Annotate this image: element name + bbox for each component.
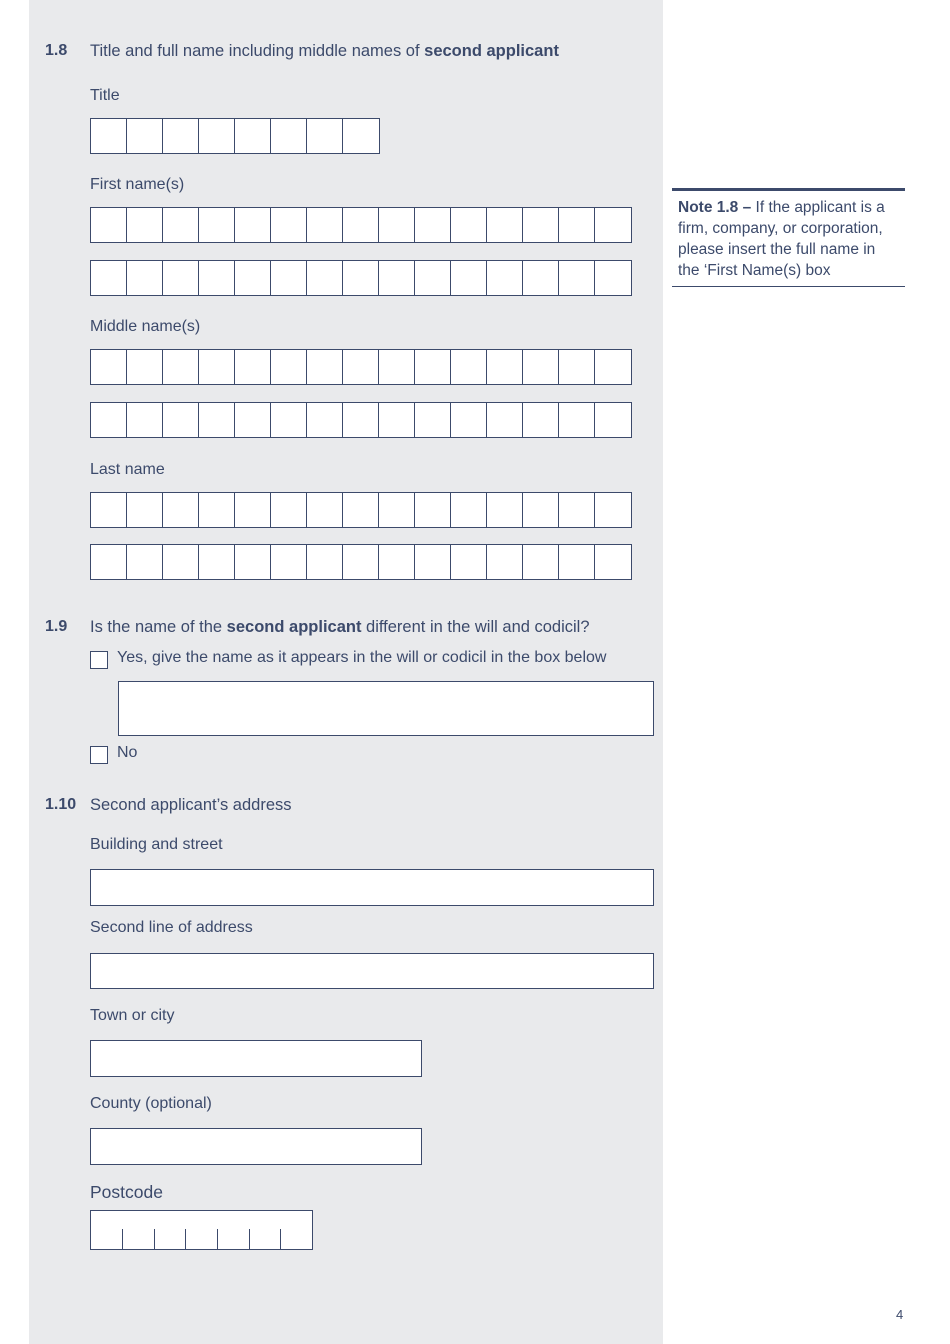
character-box[interactable] [163, 493, 199, 527]
character-box[interactable] [343, 350, 379, 384]
character-box[interactable] [307, 493, 343, 527]
character-box[interactable] [451, 261, 487, 295]
character-box[interactable] [91, 208, 127, 242]
second-line-input[interactable] [90, 953, 654, 989]
character-box[interactable] [559, 545, 595, 579]
yes-label: Yes, give the name as it appears in the will or codicil in the box below [117, 649, 607, 666]
character-box[interactable] [343, 261, 379, 295]
character-box[interactable] [271, 403, 307, 437]
note-1-8-text: If the applicant is a firm, company, or corporation, please insert the full name in the ‘First Name(s) box [678, 199, 885, 279]
character-box[interactable] [523, 403, 559, 437]
character-box[interactable] [487, 403, 523, 437]
character-box[interactable] [163, 208, 199, 242]
character-box[interactable] [379, 261, 415, 295]
title-label: Title [90, 87, 120, 104]
character-box[interactable] [595, 545, 631, 579]
character-box[interactable] [523, 493, 559, 527]
character-box[interactable] [127, 493, 163, 527]
character-box[interactable] [199, 545, 235, 579]
character-box[interactable] [127, 261, 163, 295]
question-1-9-text-end: different in the will and codicil? [361, 618, 590, 636]
character-box[interactable] [415, 261, 451, 295]
character-box[interactable] [307, 119, 343, 153]
character-box[interactable] [523, 261, 559, 295]
character-box[interactable] [343, 208, 379, 242]
character-box[interactable] [559, 493, 595, 527]
middle-name-boxes-row-1[interactable] [90, 349, 632, 385]
postcode-divider [249, 1229, 250, 1249]
postcode-divider [217, 1229, 218, 1249]
character-box[interactable] [127, 403, 163, 437]
character-box[interactable] [451, 545, 487, 579]
question-1-8-text-bold: second applicant [424, 42, 559, 60]
postcode-divider [154, 1229, 155, 1249]
last-name-boxes-row-2[interactable] [90, 544, 632, 580]
character-box[interactable] [271, 119, 307, 153]
character-box[interactable] [379, 208, 415, 242]
postcode-divider [280, 1229, 281, 1249]
character-box[interactable] [235, 350, 271, 384]
middle-name-label: Middle name(s) [90, 318, 201, 335]
character-box[interactable] [595, 403, 631, 437]
character-box[interactable] [343, 403, 379, 437]
first-name-boxes-row-2[interactable] [90, 260, 632, 296]
character-box[interactable] [91, 493, 127, 527]
character-box[interactable] [415, 350, 451, 384]
character-box[interactable] [199, 350, 235, 384]
character-box[interactable] [199, 261, 235, 295]
character-box[interactable] [307, 261, 343, 295]
character-box[interactable] [127, 119, 163, 153]
note-1-8-heading: Note 1.8 – [678, 199, 752, 216]
character-box[interactable] [307, 208, 343, 242]
building-street-input[interactable] [90, 869, 654, 906]
character-box[interactable] [523, 350, 559, 384]
character-box[interactable] [127, 350, 163, 384]
page-number: 4 [896, 1307, 904, 1322]
character-box[interactable] [199, 208, 235, 242]
character-box[interactable] [451, 493, 487, 527]
character-box[interactable] [271, 261, 307, 295]
question-1-10-text: Second applicant’s address [90, 796, 292, 814]
character-box[interactable] [343, 119, 379, 153]
character-box[interactable] [559, 403, 595, 437]
title-boxes[interactable] [90, 118, 380, 154]
postcode-label: Postcode [90, 1182, 163, 1202]
note-1-8 [672, 188, 905, 287]
character-box[interactable] [559, 208, 595, 242]
character-box[interactable] [235, 261, 271, 295]
building-street-label: Building and street [90, 836, 223, 853]
character-box[interactable] [235, 208, 271, 242]
character-box[interactable] [595, 208, 631, 242]
character-box[interactable] [343, 545, 379, 579]
no-checkbox[interactable] [90, 746, 108, 764]
yes-checkbox[interactable] [90, 651, 108, 669]
character-box[interactable] [199, 403, 235, 437]
character-box[interactable] [271, 350, 307, 384]
last-name-label: Last name [90, 461, 165, 478]
character-box[interactable] [163, 119, 199, 153]
character-box[interactable] [379, 545, 415, 579]
character-box[interactable] [415, 403, 451, 437]
character-box[interactable] [487, 261, 523, 295]
county-input[interactable] [90, 1128, 422, 1165]
county-label: County (optional) [90, 1095, 212, 1112]
character-box[interactable] [595, 261, 631, 295]
character-box[interactable] [487, 493, 523, 527]
character-box[interactable] [379, 403, 415, 437]
character-box[interactable] [91, 350, 127, 384]
character-box[interactable] [91, 261, 127, 295]
first-name-label: First name(s) [90, 176, 185, 193]
middle-name-boxes-row-2[interactable] [90, 402, 632, 438]
no-label: No [117, 744, 138, 761]
last-name-boxes-row-1[interactable] [90, 492, 632, 528]
will-name-input[interactable] [118, 681, 654, 736]
character-box[interactable] [271, 208, 307, 242]
character-box[interactable] [487, 350, 523, 384]
postcode-input[interactable] [90, 1210, 313, 1250]
first-name-boxes-row-1[interactable] [90, 207, 632, 243]
character-box[interactable] [127, 545, 163, 579]
character-box[interactable] [91, 119, 127, 153]
character-box[interactable] [451, 350, 487, 384]
character-box[interactable] [559, 261, 595, 295]
character-box[interactable] [235, 545, 271, 579]
character-box[interactable] [595, 350, 631, 384]
character-box[interactable] [235, 493, 271, 527]
question-1-8-text-start: Title and full name including middle names of [90, 42, 425, 60]
character-box[interactable] [451, 208, 487, 242]
character-box[interactable] [415, 493, 451, 527]
character-box[interactable] [595, 493, 631, 527]
character-box[interactable] [487, 208, 523, 242]
character-box[interactable] [307, 350, 343, 384]
character-box[interactable] [235, 119, 271, 153]
character-box[interactable] [163, 403, 199, 437]
question-1-9-text-bold: second applicant [226, 618, 362, 636]
character-box[interactable] [91, 545, 127, 579]
character-box[interactable] [415, 545, 451, 579]
character-box[interactable] [235, 403, 271, 437]
postcode-divider [185, 1229, 186, 1249]
character-box[interactable] [163, 350, 199, 384]
character-box[interactable] [523, 208, 559, 242]
question-number-1-10: 1.10 [45, 796, 77, 813]
character-box[interactable] [379, 493, 415, 527]
character-box[interactable] [523, 545, 559, 579]
question-number-1-9: 1.9 [45, 618, 68, 635]
character-box[interactable] [199, 493, 235, 527]
character-box[interactable] [559, 350, 595, 384]
question-1-9-text-start: Is the name of the [90, 618, 227, 636]
character-box[interactable] [451, 403, 487, 437]
town-input[interactable] [90, 1040, 422, 1077]
character-box[interactable] [163, 261, 199, 295]
character-box[interactable] [271, 545, 307, 579]
character-box[interactable] [127, 208, 163, 242]
town-label: Town or city [90, 1007, 175, 1024]
character-box[interactable] [271, 493, 307, 527]
character-box[interactable] [163, 545, 199, 579]
character-box[interactable] [415, 208, 451, 242]
question-number-1-8: 1.8 [45, 42, 68, 59]
character-box[interactable] [379, 350, 415, 384]
character-box[interactable] [487, 545, 523, 579]
second-line-label: Second line of address [90, 919, 253, 936]
character-box[interactable] [199, 119, 235, 153]
postcode-divider [122, 1229, 123, 1249]
character-box[interactable] [307, 545, 343, 579]
question-1-8-text [90, 42, 559, 61]
character-box[interactable] [307, 403, 343, 437]
character-box[interactable] [91, 403, 127, 437]
character-box[interactable] [343, 493, 379, 527]
question-1-9-text [90, 618, 590, 637]
